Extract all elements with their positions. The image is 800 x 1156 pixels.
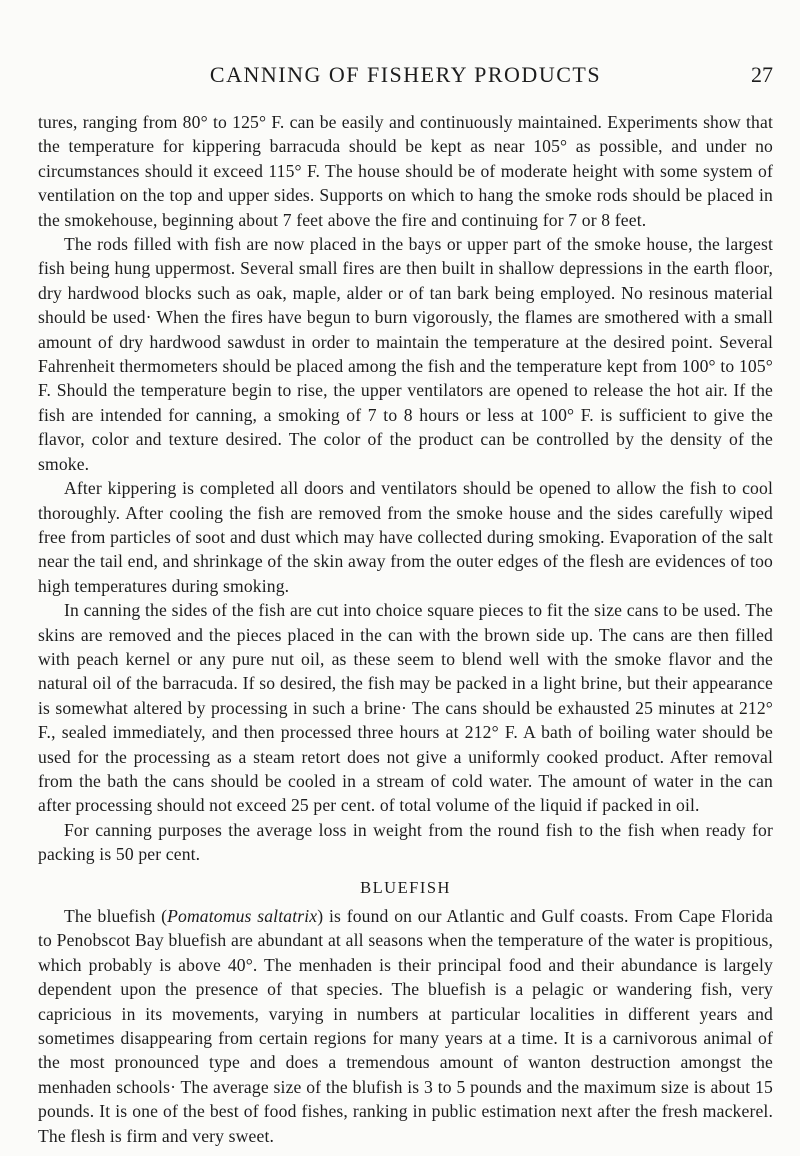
paragraph-bluefish [38, 904, 773, 1148]
page-number: 27 [751, 62, 773, 87]
bluefish-text-start: The bluefish ( [64, 906, 168, 926]
paragraph-continuation: tures, ranging from 80° to 125° F. can be easily and continuously maintained. Experiments show that the temperature for kippering barracuda should be kept as near 105° as possible, and under no circumstances should it exceed 115° F. The house should be of moderate height with some system of ventilation on the top and upper sides. Supports on which to hang the smoke rods should be placed in the smokehouse, beginning about 7 feet above the fire and continuing for 7 or 8 feet. [38, 112, 773, 230]
paragraph-smoking: The rods filled with fish are now placed in the bays or upper part of the smoke house, the largest fish being hung uppermost. Several small fires are then built in shallow depressions in the earth floor, dry hardwood blocks such as oak, maple, alder or of tan bark being employed. No resinous material should be used· When the fires have begun to burn vigorously, the flames are smothered with a small amount of dry hardwood sawdust in order to maintain the temperature at the desired point. Several Fahrenheit thermometers should be placed among the fish and the temperature kept from 100° to 105° F. Should the temperature begin to rise, the upper ventilators are opened to release the hot air. If the fish are intended for canning, a smoking of 7 to 8 hours or less at 100° F. is sufficient to give the flavor, color and texture desired. The color of the product can be controlled by the density of the smoke. [38, 234, 773, 474]
paragraph-cooling: After kippering is completed all doors and ventilators should be opened to allow the fish to cool thoroughly. After cooling the fish are removed from the smoke house and the sides carefully wiped free from particles of soot and dust which may have collected during smoking. Evaporation of the salt near the tail end, and shrinkage of the skin away from the outer edges of the flesh are evidences of too high temperatures during smoking. [38, 478, 773, 596]
running-head [38, 62, 773, 92]
body-text [38, 110, 773, 1148]
running-title: CANNING OF FISHERY PRODUCTS [209, 62, 602, 87]
paragraph-weight-loss: For canning purposes the average loss in weight from the round fish to the fish when ready for packing is 50 per cent. [38, 819, 773, 865]
section-heading-bluefish: BLUEFISH [360, 877, 451, 897]
species-name: Pomatomus saltatrix [167, 906, 318, 926]
paragraph-canning: In canning the sides of the fish are cut into choice square pieces to fit the size cans to be used. The skins are removed and the pieces placed in the can with the brown side up. The cans are then filled with peach kernel or any pure nut oil, as these seem to blend well with the smoke flavor and the natural oil of the barracuda. If so desired, the fish may be packed in a light brine, but their appearance is somewhat altered by processing in such a brine· The cans should be exhausted 25 minutes at 212° F., sealed immediately, and then processed three hours at 212° F. A bath of boiling water should be used for the processing as a steam retort does not give a uniformly cooked product. After removal from the bath the cans should be cooled in a stream of cold water. The amount of water in the can after processing should not exceed 25 per cent. of total volume of the liquid if packed in oil. [38, 600, 773, 816]
bluefish-text-rest: ) is found on our Atlantic and Gulf coasts. From Cape Florida to Penobscot Bay bluefish are abundant at all seasons when the temperature of the water is propitious, which probably is above 40°. The menhaden is their principal food and their abundance is largely dependent upon the presence of that species. The bluefish is a pelagic or wandering fish, very capricious in its movements, varying in numbers at particular localities in different years and sometimes disappearing from certain regions for many years at a time. It is a carnivorous animal of the most pronounced type and does a tremendous amount of wanton destruction amongst the menhaden schools· The average size of the blufish is 3 to 5 pounds and the maximum size is about 15 pounds. It is one of the best of food fishes, ranking in public estimation next after the fresh mackerel. The flesh is firm and very sweet. [38, 906, 773, 1146]
